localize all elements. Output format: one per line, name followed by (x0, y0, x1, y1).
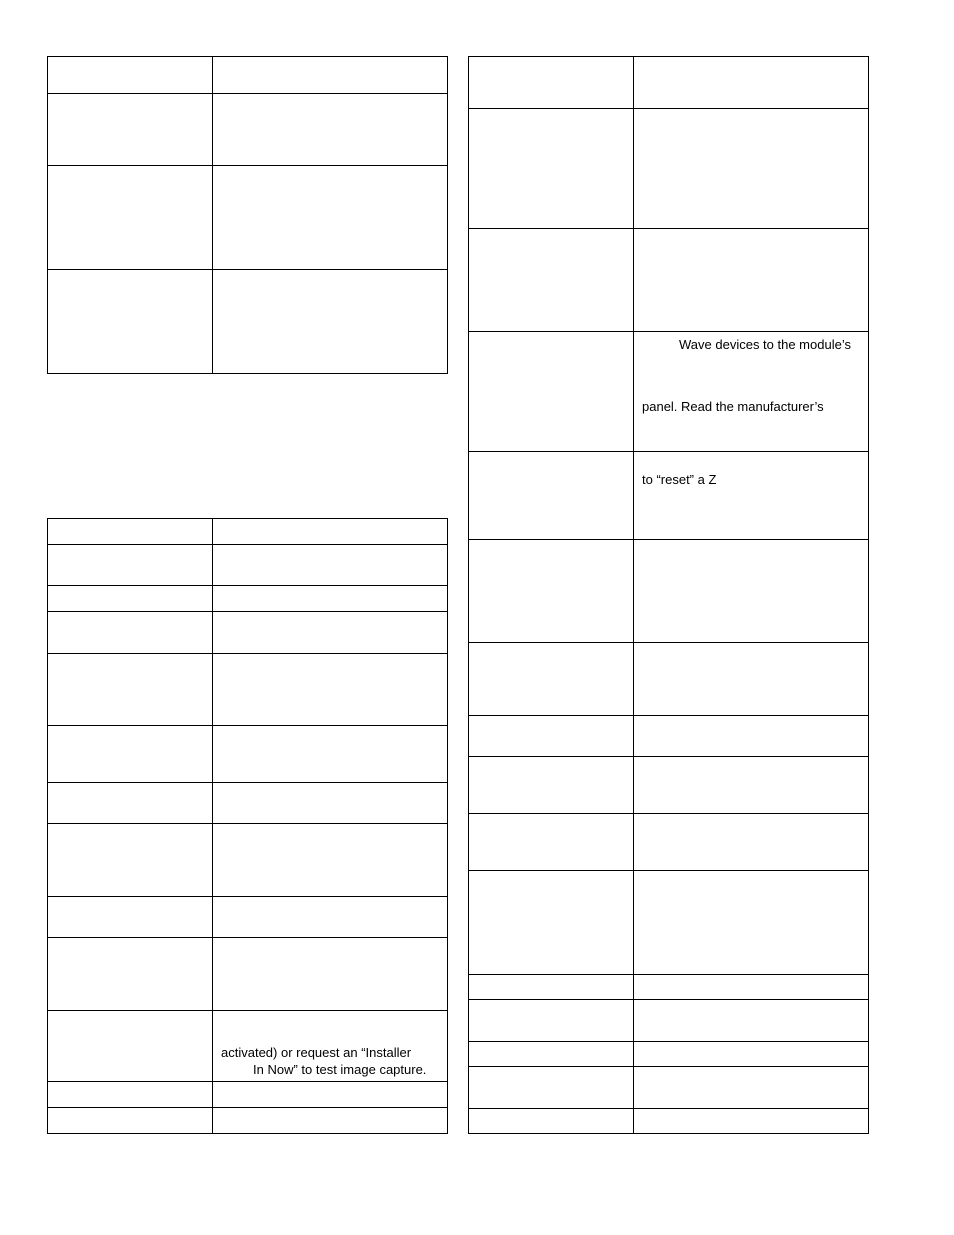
table-cell (48, 1011, 213, 1082)
cell-text: to “reset” a Z (642, 472, 717, 487)
table-cell (48, 612, 213, 654)
table-cell (48, 897, 213, 938)
table-cell (469, 57, 634, 109)
table-cell (469, 109, 634, 229)
table-cell (634, 757, 869, 814)
table-cell (634, 1000, 869, 1042)
table-cell (213, 94, 448, 166)
table-cell (48, 824, 213, 897)
table-cell (213, 519, 448, 545)
table-cell (213, 824, 448, 897)
table-cell (469, 1067, 634, 1109)
table-cell (469, 814, 634, 871)
table-cell (213, 1108, 448, 1134)
table-cell (213, 938, 448, 1011)
left-lower-table (47, 518, 448, 1134)
table-cell (469, 871, 634, 975)
table-cell (469, 757, 634, 814)
table-cell (634, 975, 869, 1000)
table-cell (469, 452, 634, 540)
cell-text: activated) or request an “Installer (221, 1045, 412, 1060)
table-cell (48, 586, 213, 612)
table-cell (634, 332, 869, 452)
right-table (468, 56, 869, 1134)
table-cell (48, 938, 213, 1011)
cell-text: panel. Read the manufacturer’s (642, 399, 824, 414)
table-cell (634, 57, 869, 109)
table-cell (634, 1109, 869, 1134)
table-cell (213, 897, 448, 938)
table-cell (634, 540, 869, 643)
table-cell (634, 1042, 869, 1067)
table-cell (213, 270, 448, 374)
table-cell (634, 1067, 869, 1109)
table-cell (48, 1108, 213, 1134)
table-cell (213, 654, 448, 726)
table-cell (213, 726, 448, 783)
table-cell (634, 643, 869, 716)
table-cell (213, 57, 448, 94)
table-cell (469, 975, 634, 1000)
table-cell (213, 612, 448, 654)
table-cell (634, 716, 869, 757)
table-cell (213, 783, 448, 824)
table-cell (634, 871, 869, 975)
cell-text: In Now” to test image capture. (253, 1062, 427, 1077)
table-cell (634, 814, 869, 871)
table-cell (634, 229, 869, 332)
table-cell (469, 332, 634, 452)
table-cell (469, 1042, 634, 1067)
table-cell (48, 57, 213, 94)
table-cell (48, 519, 213, 545)
table-cell (48, 166, 213, 270)
table-cell (634, 109, 869, 229)
table-cell (213, 1082, 448, 1108)
table-cell (469, 716, 634, 757)
left-upper-table (47, 56, 448, 374)
table-cell (469, 643, 634, 716)
cell-text: Wave devices to the module’s (679, 337, 851, 352)
table-cell (48, 94, 213, 166)
table-cell (469, 1109, 634, 1134)
table-cell (48, 270, 213, 374)
table-cell (469, 540, 634, 643)
table-cell (634, 452, 869, 540)
table-cell (48, 545, 213, 586)
table-cell (48, 654, 213, 726)
table-cell (48, 783, 213, 824)
table-cell (48, 726, 213, 783)
table-cell (213, 545, 448, 586)
table-cell (48, 1082, 213, 1108)
table-cell (469, 1000, 634, 1042)
table-cell (213, 166, 448, 270)
table-cell (469, 229, 634, 332)
table-cell (213, 586, 448, 612)
table-cell (213, 1011, 448, 1082)
